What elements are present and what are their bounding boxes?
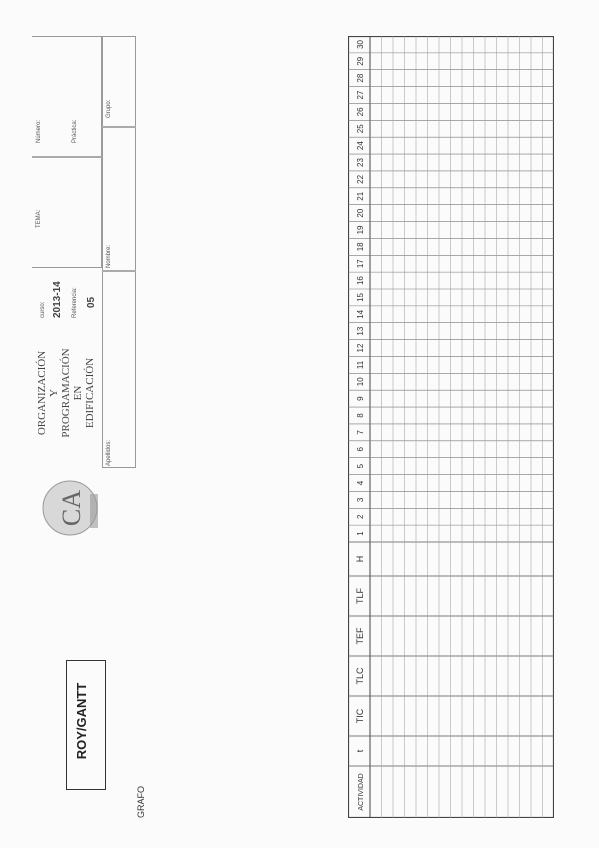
seal-logo-icon <box>40 478 100 548</box>
apellidos-label: Apellidos: <box>106 439 112 466</box>
day-header-13: 13 <box>356 326 365 336</box>
practica-label: Práctica: <box>72 119 78 143</box>
day-header-1: 1 <box>356 531 365 536</box>
referencia-value: 05 <box>86 296 97 308</box>
day-header-2: 2 <box>356 514 365 519</box>
column-header-tlc: TLC <box>355 667 365 685</box>
day-header-24: 24 <box>356 141 365 151</box>
column-header-actividad: ACTIVIDAD <box>358 773 365 811</box>
day-header-25: 25 <box>356 124 365 134</box>
column-header-t: t <box>355 749 365 753</box>
day-header-21: 21 <box>356 191 365 201</box>
roy-gantt-label: ROY/GANTT <box>74 682 89 760</box>
tema-label: TEMA: <box>36 209 42 228</box>
referencia-label: Referencia: <box>72 287 78 318</box>
day-header-10: 10 <box>356 377 365 387</box>
day-header-12: 12 <box>356 343 365 353</box>
numero-label: Número: <box>36 119 42 143</box>
curso-label: curso: <box>40 301 46 318</box>
day-header-27: 27 <box>356 90 365 100</box>
day-header-11: 11 <box>356 360 365 370</box>
activity-grid <box>348 36 554 818</box>
day-header-3: 3 <box>356 497 365 503</box>
curso-value: 2013-14 <box>52 281 63 318</box>
grupo-label: Grupo: <box>106 99 112 118</box>
day-header-20: 20 <box>356 208 365 218</box>
svg-text:CA: CA <box>57 489 86 527</box>
day-header-5: 5 <box>356 463 365 469</box>
day-header-19: 19 <box>356 225 365 235</box>
column-header-tic: TIC <box>355 708 365 724</box>
day-header-30: 30 <box>356 39 365 49</box>
column-header-h: H <box>355 555 365 563</box>
day-header-22: 22 <box>356 174 365 184</box>
day-header-15: 15 <box>356 292 365 302</box>
day-header-6: 6 <box>356 447 365 452</box>
column-header-tef: TEF <box>355 627 365 645</box>
activity-table <box>348 36 554 818</box>
day-header-4: 4 <box>356 480 365 486</box>
day-header-14: 14 <box>356 309 365 319</box>
day-header-16: 16 <box>356 276 365 286</box>
course-title: ORGANIZACIÓN Y PROGRAMACIÓN EN EDIFICACIÓN <box>36 348 96 438</box>
day-header-18: 18 <box>356 242 365 252</box>
day-header-9: 9 <box>356 396 365 401</box>
column-header-tlf: TLF <box>355 587 365 605</box>
header-block <box>32 36 136 468</box>
day-header-7: 7 <box>356 430 365 435</box>
grafo-label: GRAFO <box>136 785 146 818</box>
table-border <box>349 37 554 818</box>
day-header-17: 17 <box>356 259 365 269</box>
nombre-label: Nombre: <box>106 244 112 268</box>
day-header-8: 8 <box>356 413 365 418</box>
day-header-26: 26 <box>356 107 365 117</box>
day-header-28: 28 <box>356 73 365 83</box>
day-header-23: 23 <box>356 158 365 167</box>
day-header-29: 29 <box>356 56 365 66</box>
